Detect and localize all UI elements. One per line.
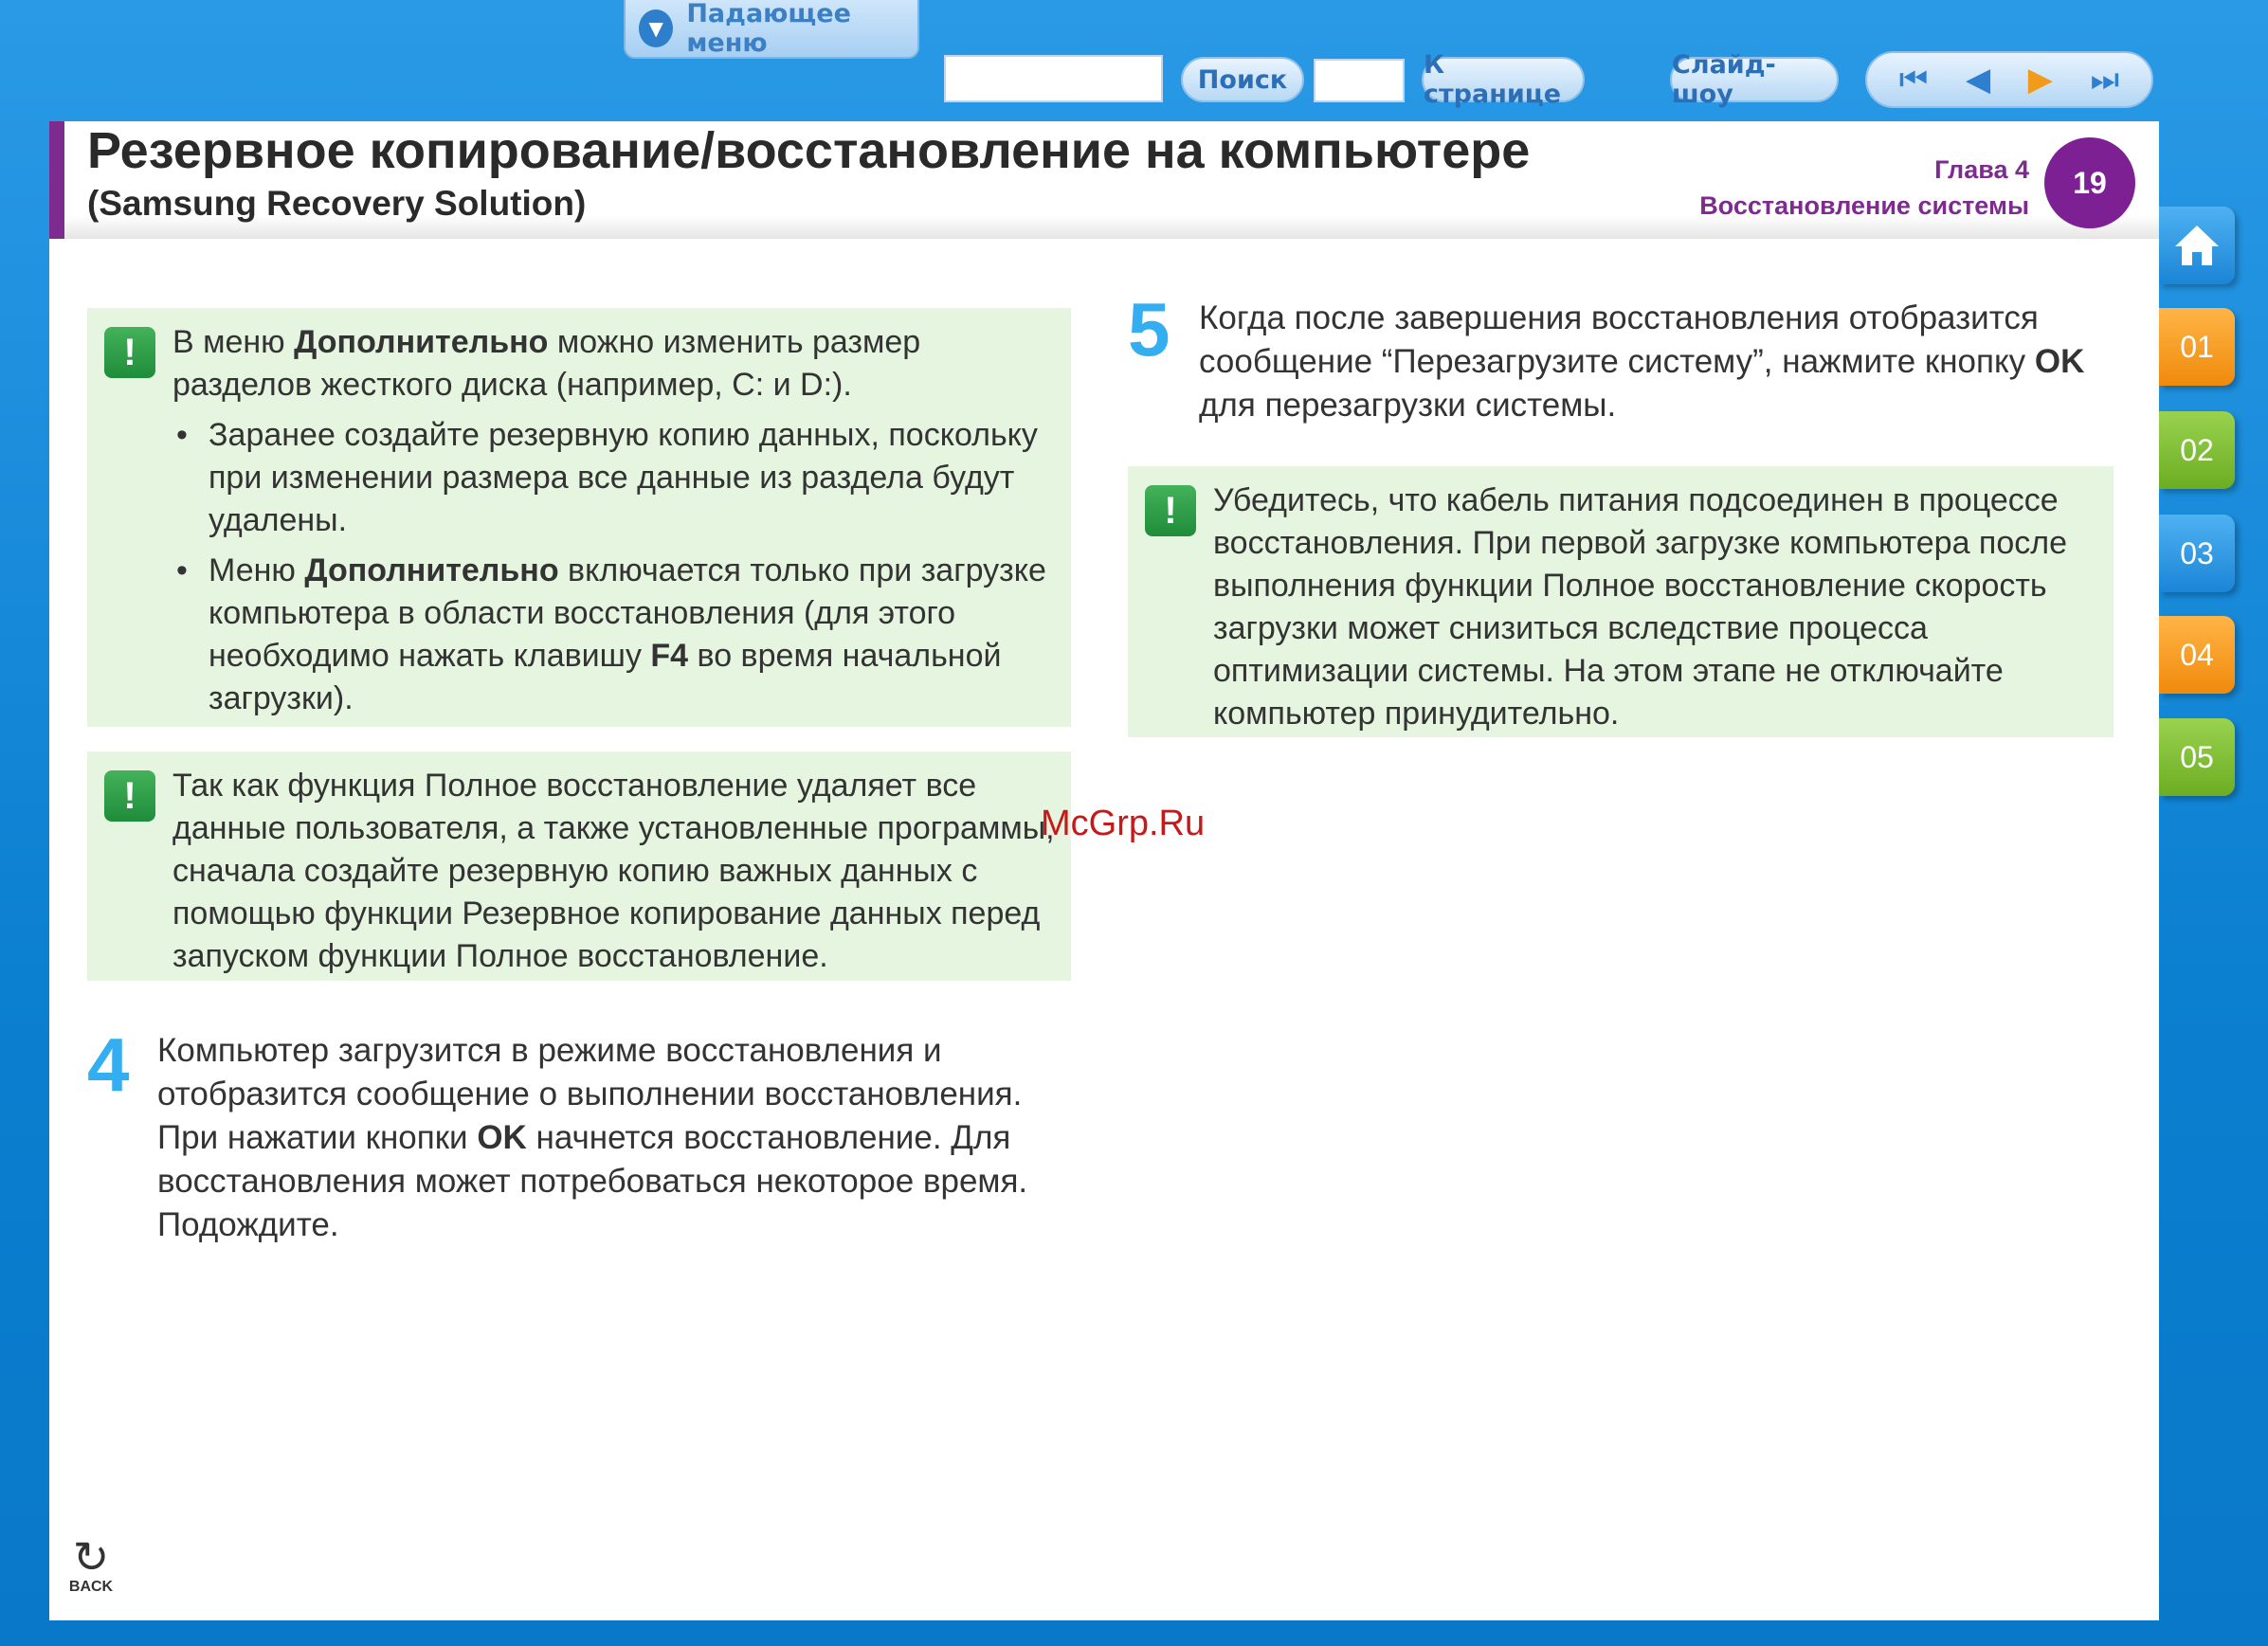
page-number-badge: 19 xyxy=(2044,137,2135,228)
chevron-down-icon: ▼ xyxy=(639,9,673,47)
step-4-text: Компьютер загрузится в режиме восстановления и отобразится сообщение о выполнении восстановления. При нажатии кнопки OK начнется восстановление. Для восстановления может потребоваться некоторое время. Подождите. xyxy=(157,1032,1028,1243)
search-input[interactable] xyxy=(944,55,1163,102)
exclamation-icon: ! xyxy=(104,770,155,822)
page-navigation xyxy=(1865,51,2153,108)
chapter-tab-04[interactable]: 04 xyxy=(2159,616,2235,694)
note-resize-partitions xyxy=(87,308,1071,727)
back-arrow-icon: ↻ xyxy=(72,1532,110,1582)
dropdown-menu-button[interactable] xyxy=(624,0,919,59)
last-page-icon[interactable]: ⏭ xyxy=(2090,61,2120,99)
note-power-cable xyxy=(1128,466,2114,737)
step-number-5: 5 xyxy=(1128,287,1170,371)
chapter-tab-03[interactable]: 03 xyxy=(2159,515,2235,592)
search-button[interactable]: Поиск xyxy=(1181,57,1304,102)
chapter-tab-05[interactable]: 05 xyxy=(2159,718,2235,796)
back-button[interactable] xyxy=(66,1532,116,1596)
list-item: • Заранее создайте резервную копию данных, поскольку при изменении размера все данные из раздела будут удалены. xyxy=(172,414,1060,542)
note-full-restore-warning xyxy=(87,751,1071,981)
page-subtitle: (Samsung Recovery Solution) xyxy=(87,184,587,223)
chapter-number: Глава 4 xyxy=(1934,155,2029,184)
step-number-4: 4 xyxy=(87,1022,130,1107)
exclamation-icon: ! xyxy=(1145,485,1196,536)
note-intro: В меню Дополнительно можно изменить размер разделов жесткого диска (например, C: и D:). xyxy=(172,324,921,403)
back-label: BACK xyxy=(68,1579,114,1595)
prev-page-icon[interactable]: ◀ xyxy=(1966,61,1991,99)
step-5-text: Когда после завершения восстановления отобразится сообщение “Перезагрузите систему”, нажмите кнопку OK для перезагрузки системы. xyxy=(1199,299,2085,424)
page-title: Резервное копирование/восстановление на компьютере xyxy=(87,122,1531,179)
dropdown-menu-label: Падающее меню xyxy=(686,0,851,58)
note-text: Убедитесь, что кабель питания подсоединен в процессе восстановления. При первой загрузке компьютера после выполнения функции Полное восстановление скорость загрузки может снизиться вследствие процесса оптимизации системы. На этом этапе не отключайте компьютер принудительно. xyxy=(1213,482,2067,732)
watermark: McGrp.Ru xyxy=(1041,804,1206,843)
note-text: Так как функция Полное восстановление удаляет все данные пользователя, а также установленные программы, сначала создайте резервную копию важных данных с помощью функции Резервное копирование данных перед запуском функции Полное восстановление. xyxy=(172,768,1055,974)
list-item: • Меню Дополнительно включается только при загрузке компьютера в области восстановления (для этого необходимо нажать клавишу F4 во время начальной загрузки). xyxy=(172,550,1060,720)
note-bullet-list xyxy=(172,414,1060,720)
goto-page-button[interactable]: К странице xyxy=(1422,57,1585,102)
slideshow-button[interactable]: Слайд-шоу xyxy=(1670,57,1839,102)
page-number-input[interactable] xyxy=(1314,59,1405,102)
first-page-icon[interactable]: ⏮ xyxy=(1898,61,1929,99)
exclamation-icon: ! xyxy=(104,327,155,378)
chapter-name: Восстановление системы xyxy=(1699,191,2029,220)
chapter-tab-02[interactable]: 02 xyxy=(2159,411,2235,489)
title-accent xyxy=(49,121,64,239)
home-icon xyxy=(2171,222,2223,269)
chapter-tab-01[interactable]: 01 xyxy=(2159,308,2235,386)
chapter-label xyxy=(1699,152,2029,224)
home-tab[interactable] xyxy=(2159,207,2235,284)
next-page-icon[interactable]: ▶ xyxy=(2027,61,2053,99)
